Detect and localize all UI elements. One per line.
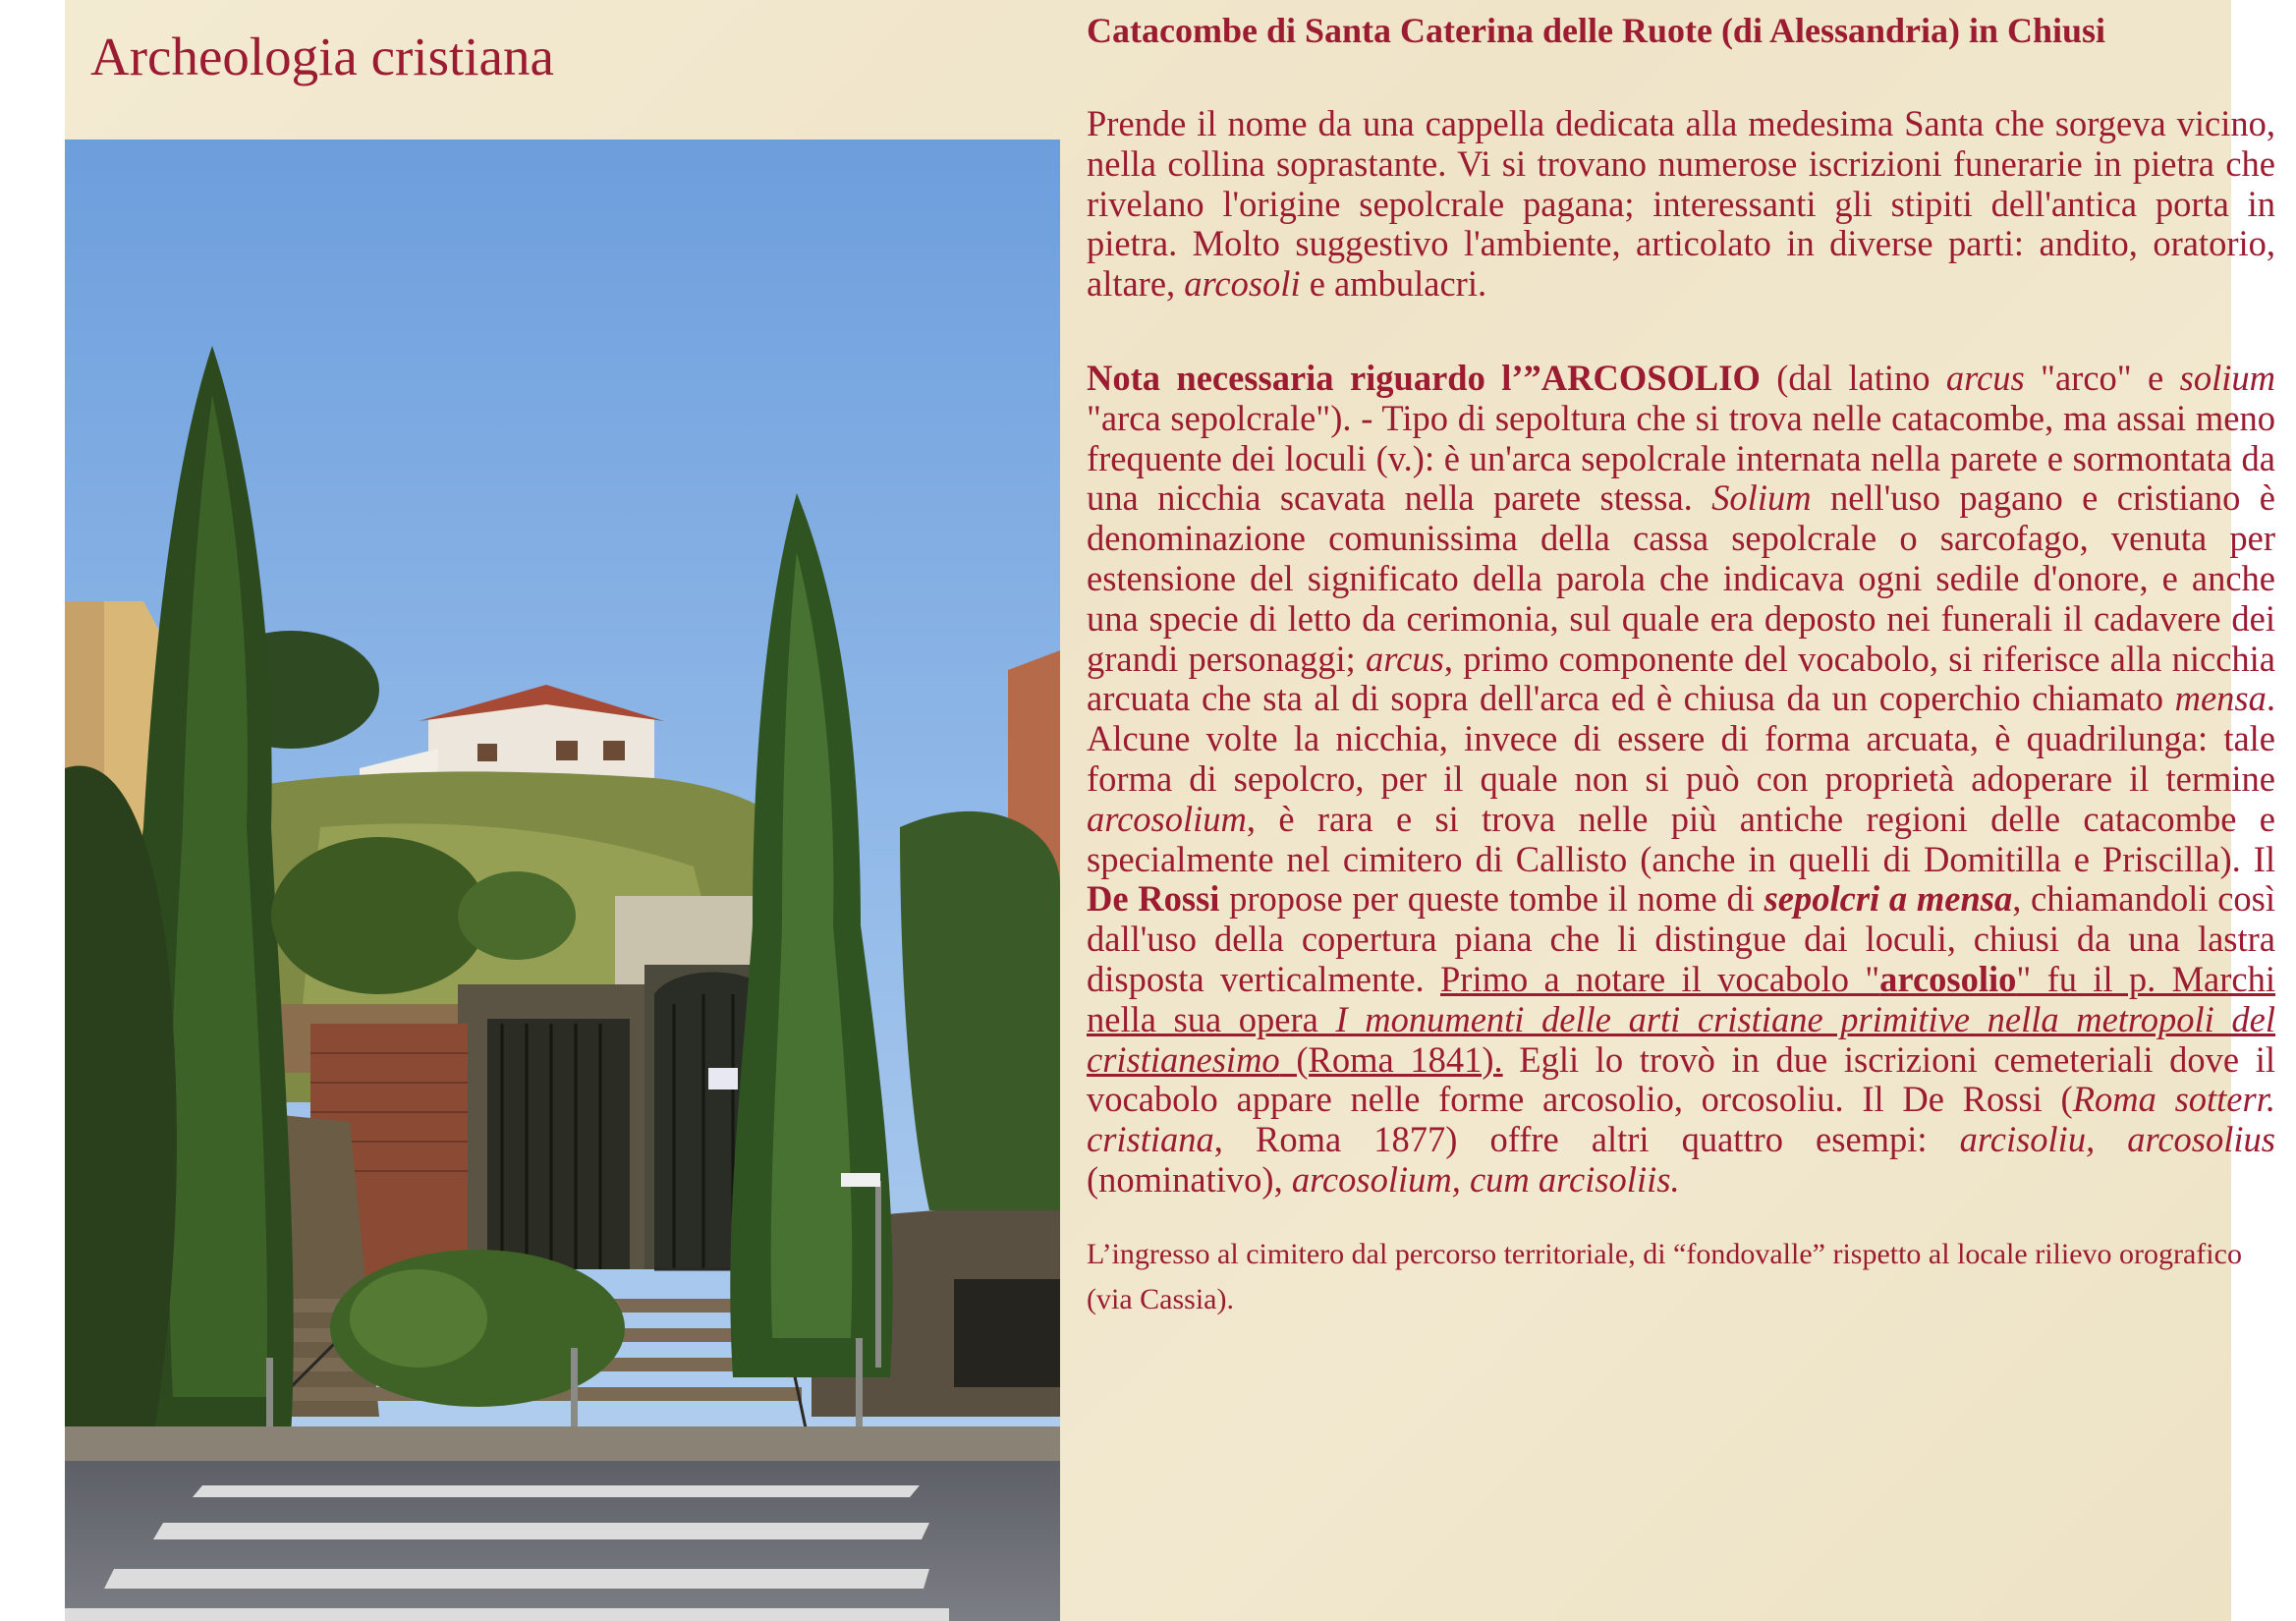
- note-bold-term: arcosolio: [1879, 958, 2017, 999]
- note-text: Egli lo trovò in due iscrizioni cemeteriali dove il vocabolo appare nelle forme arcosolio, orcosoliu. Il De Rossi (: [1087, 1038, 2276, 1120]
- note-text: (Roma 1841).: [1279, 1038, 1503, 1080]
- note-book-title: I monumenti delle arti cristiane primitive nella metropoli del cristianesimo: [1087, 998, 2275, 1080]
- note-italic-term: Solium: [1711, 477, 1812, 519]
- page-title: Archeologia cristiana: [90, 27, 554, 86]
- note-italic-term: arcosolium: [1087, 798, 1247, 839]
- note-text: propose per queste tombe il nome di: [1219, 878, 1764, 920]
- note-text: . Alcune volte la nicchia, invece di essere di forma arcuata, è quadrilunga: tale forma di sepolcro, per il quale non si può con proprietà adoperare il termine: [1087, 678, 2275, 799]
- note-bold-italic-term: sepolcri a mensa: [1764, 878, 2013, 920]
- intro-italic-term: arcosoli: [1184, 263, 1301, 305]
- note-text: , Roma 1877) offre altri quattro esempi:: [1213, 1119, 1960, 1160]
- note-text: "arca sepolcrale"). - Tipo di sepoltura che si trova nelle catacombe, ma assai meno frequente dei loculi (v.): è un'arca sepolcrale internata nella parete e sormontata da una nicchia scavata nella parete stessa.: [1087, 397, 2275, 519]
- catacomb-entrance-photo: [65, 140, 1060, 1621]
- note-text: " fu il p. Marchi nella sua opera: [1087, 958, 2275, 1039]
- note-text: .: [1670, 1158, 1680, 1200]
- note-text: , primo componente del vocabolo, si riferisce alla nicchia arcuata che sta al di sopra dell'arca ed è chiusa da un coperchio chiamato: [1087, 638, 2275, 719]
- note-text: (nominativo),: [1087, 1158, 1292, 1200]
- page: [65, 0, 2276, 1621]
- intro-paragraph: [1087, 104, 2275, 305]
- note-italic-term: arcus: [1366, 638, 1444, 679]
- note-italic-term: arcus: [1945, 357, 2025, 398]
- note-text: , è rara e si trova nelle più antiche regioni delle catacombe e specialmente nel cimitero di Callisto (anche in quelli di Domitilla e Priscilla). Il: [1087, 798, 2275, 879]
- note-paragraph: [1087, 359, 2275, 1201]
- note-italic-term: mensa: [2174, 678, 2267, 719]
- note-heading: Nota necessaria riguardo l’”ARCOSOLIO: [1087, 357, 1761, 398]
- text-column: [1087, 10, 2275, 1322]
- note-text: Primo a notare il vocabolo ": [1440, 958, 1880, 999]
- note-italic-term: arcosolium, cum arcisoliis: [1291, 1158, 1671, 1200]
- note-italic-term: arcisoliu, arcosolius: [1959, 1119, 2275, 1160]
- note-bold-name: De Rossi: [1087, 878, 1220, 920]
- note-text: (dal latino: [1760, 357, 1946, 398]
- intro-text-end: e ambulacri.: [1300, 263, 1487, 305]
- note-italic-term: solium: [2179, 357, 2275, 398]
- intro-text: Prende il nome da una cappella dedicata alla medesima Santa che sorgeva vicino, nella collina soprastante. Vi si trovano numerose iscrizioni funerarie in pietra che rivelano l'origine sepolcrale pagana; interessanti gli stipiti dell'antica porta in pietra. Molto suggestivo l'ambiente, articolato in diverse parti: andito, oratorio, altare,: [1087, 103, 2275, 305]
- photo-caption: L’ingresso al cimitero dal percorso territoriale, di “fondovalle” rispetto al locale rilievo orografico (via Cassia).: [1087, 1237, 2242, 1315]
- note-italic-title: Roma sotterr. cristiana: [1087, 1079, 2275, 1160]
- article-heading: Catacombe di Santa Caterina delle Ruote (di Alessandria) in Chiusi: [1087, 11, 2106, 50]
- note-text: nell'uso pagano e cristiano è denominazione comunissima della cassa sepolcrale o sarcofago, venuta per estensione del significato della parola che indicava ogni sedile d'onore, e anche una specie di letto da cerimonia, sul quale era deposto nei funerali il cadavere dei grandi personaggi;: [1087, 477, 2276, 679]
- note-text: "arco" e: [2024, 357, 2180, 398]
- note-text: , chiamandoli così dall'uso della copertura piana che li distingue dai loculi, chiusi da una lastra disposta verticalmente.: [1087, 878, 2275, 999]
